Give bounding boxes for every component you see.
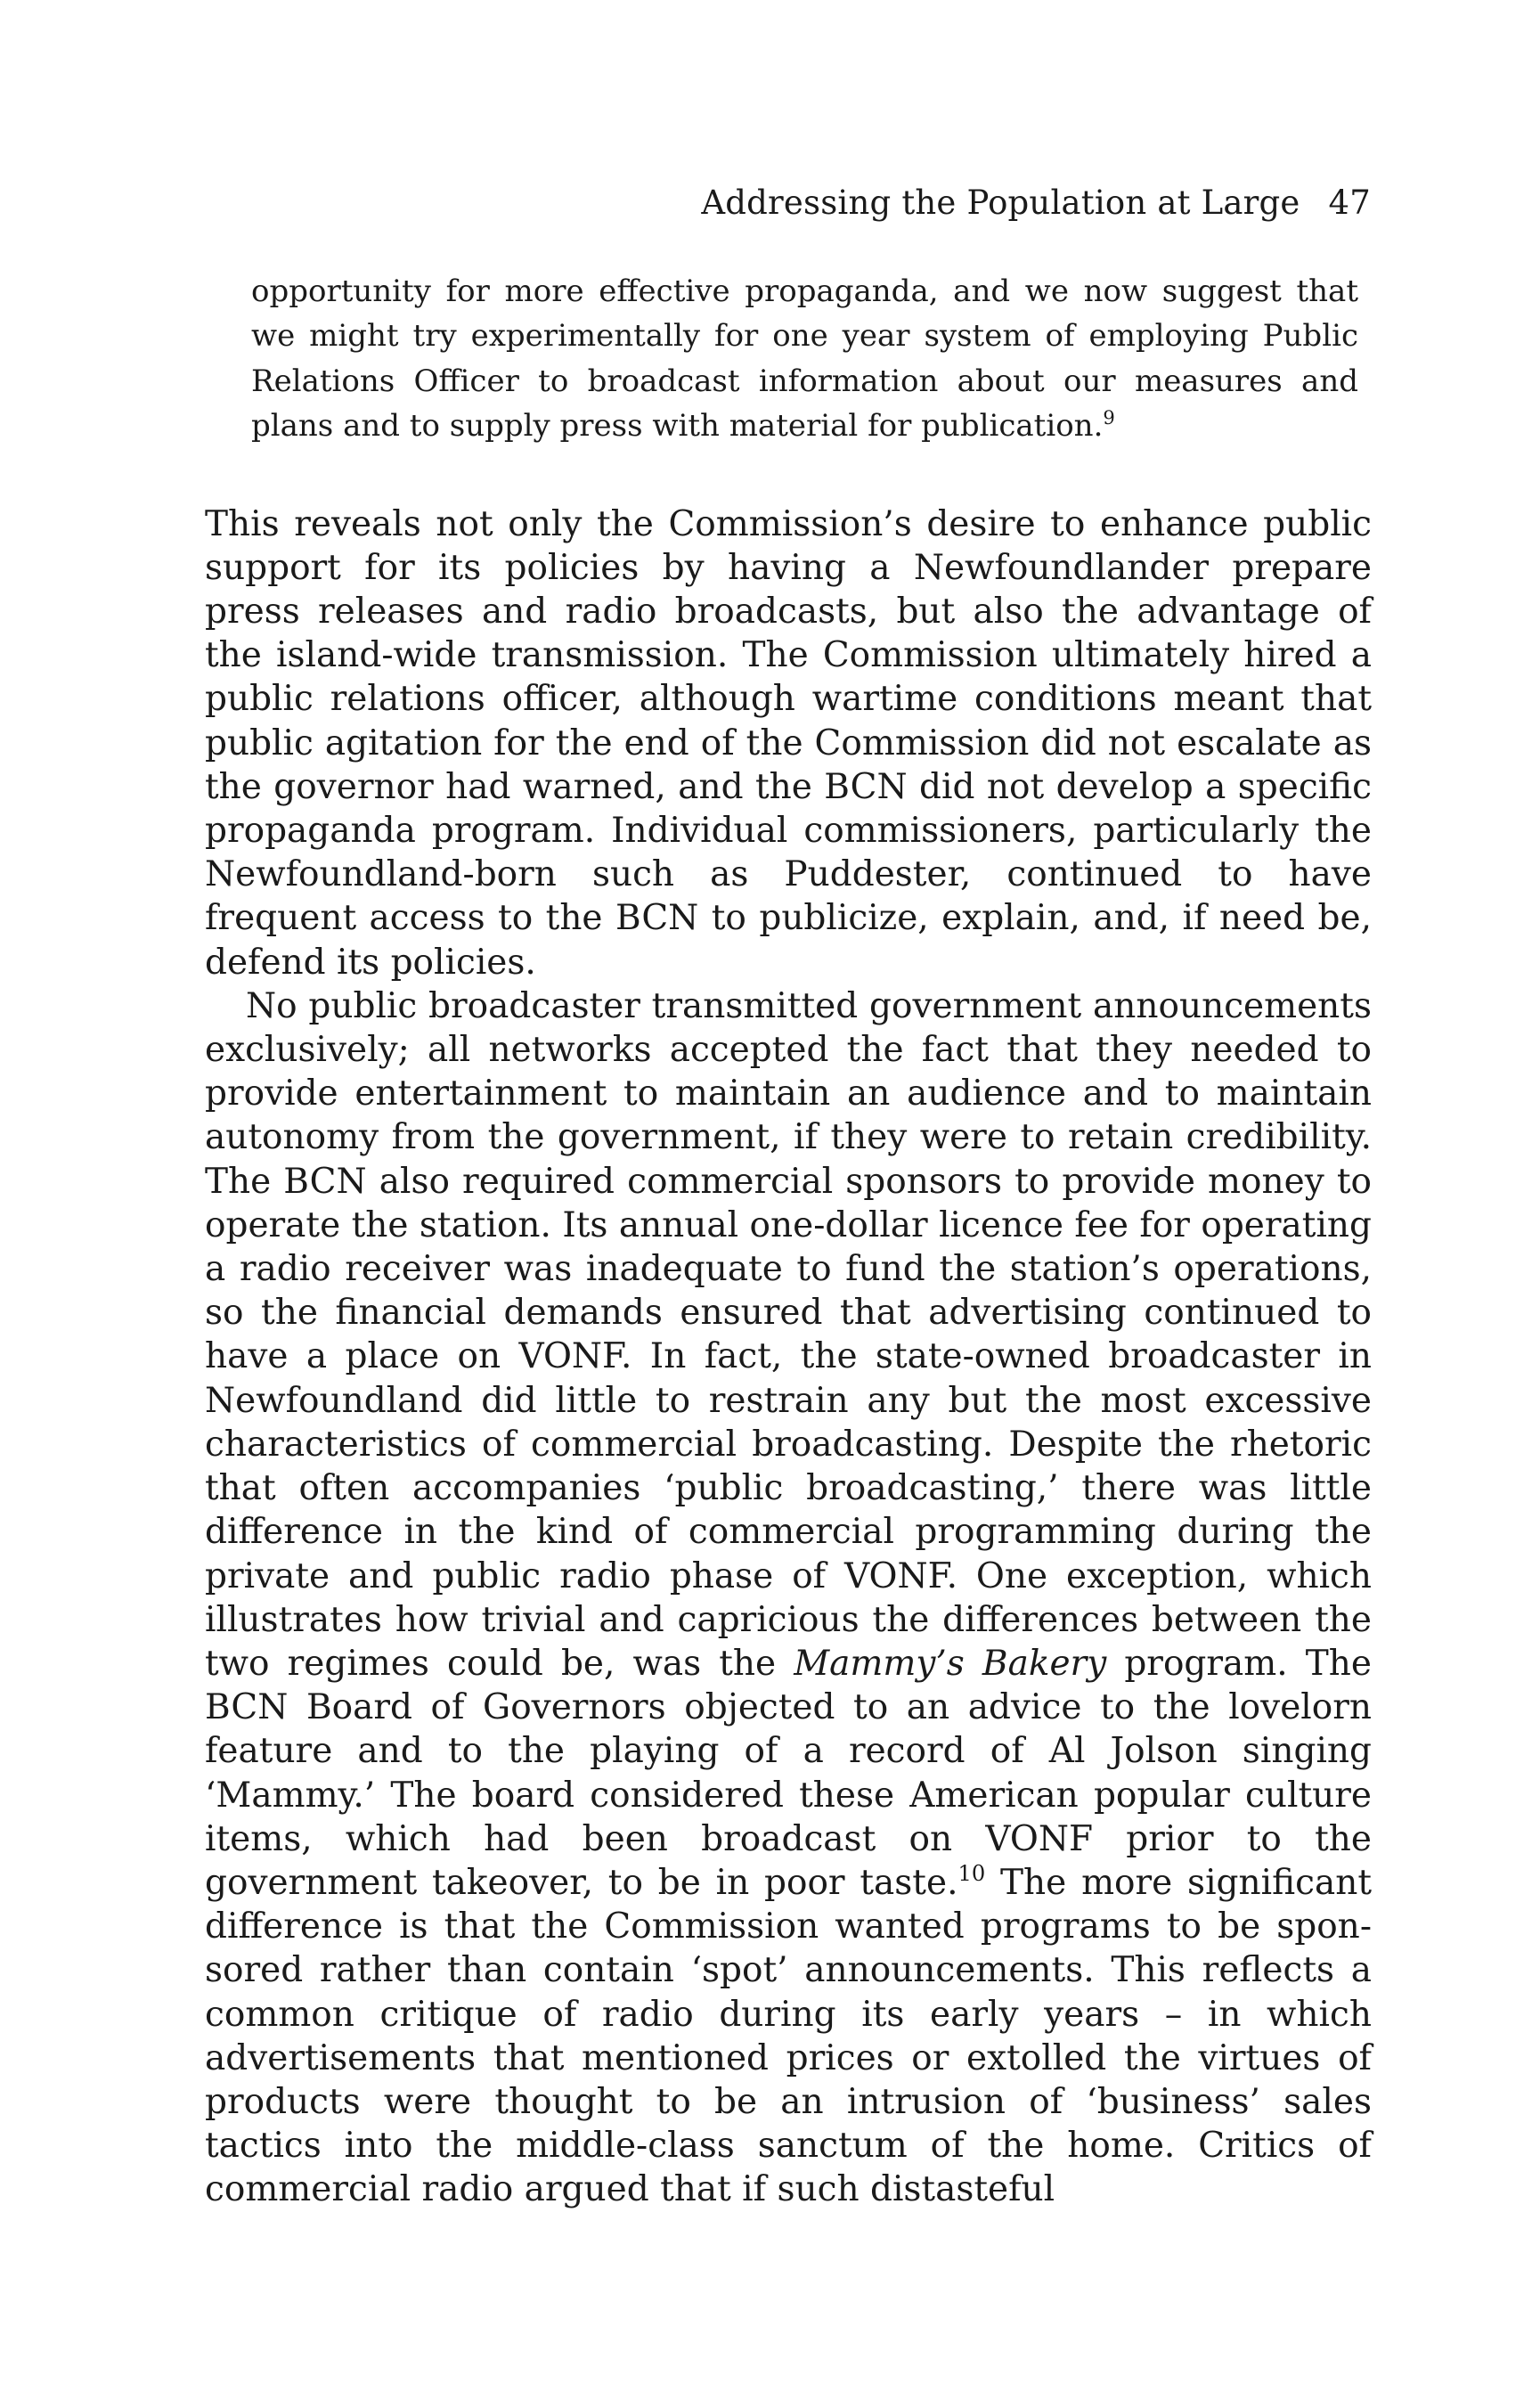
paragraph-1 [205, 502, 1372, 984]
program-title: Mammy’s Bakery [794, 1643, 1107, 1684]
page-number: 47 [1328, 184, 1371, 222]
footnote-ref-10: 10 [957, 1860, 986, 1886]
running-head [701, 184, 1371, 222]
paragraph-2-part-2: program. The BCN Board of Governors objected to an advice to the lovelorn feature and to the playing of a record of Al Jolson singing ‘Mammy.’ The board considered these American popular culture items, which had been broadcast on VONF prior to the government takeover, to be in poor taste. [205, 1643, 1372, 1903]
footnote-ref-9: 9 [1103, 405, 1115, 429]
page-body [205, 269, 1372, 2212]
paragraph-2-part-3: The more significant difference is that the Commission wanted programs to be sponsored rather than contain ‘spot’ announcements. This reflects a common critique of radio during its early years – in which advertisements that mentioned prices or extolled the virtues of products were thought to be an intrusion of ‘business’ sales tactics into the middle-class sanctum of the home. Critics of commercial radio argued that if such distasteful [205, 1862, 1372, 2210]
paragraph-1-text: This reveals not only the Commission’s desire to enhance public support for its policies by having a Newfoundlander prepare press releases and radio broadcasts, but also the advantage of the island-wide transmission. The Commission ultimately hired a public relations officer, although wartime conditions meant that public agitation for the end of the Commission did not escalate as the governor had warned, and the BCN did not develop a specific propaganda program. Individual commissioners, particularly the Newfoundland-born such as Puddester, continued to have frequent access to the BCN to publicize, explain, and, if need be, defend its policies. [205, 503, 1372, 983]
running-head-title: Addressing the Population at Large [701, 184, 1300, 222]
paragraph-2 [205, 984, 1372, 2212]
block-quote-text: opportunity for more effective propaganda, and we now suggest that we might try experimentally for one year system of employing Public Relations Officer to broadcast information about our measures and plans and to supply press with material for publication. [251, 273, 1358, 445]
paragraph-2-part-1: No public broadcaster transmitted government announcements exclusively; all networks accepted the fact that they needed to provide entertainment to maintain an audience and to maintain autonomy from the government, if they were to retain credibility. The BCN also required commercial sponsors to provide money to operate the station. Its annual one-dollar licence fee for operating a radio receiver was inadequate to fund the station’s operations, so the financial demands ensured that advertising continued to have a place on VONF. In fact, the state-owned broadcaster in Newfoundland did little to restrain any but the most excessive characteristics of commercial broadcasting. Despite the rhetoric that often accompanies ‘public broadcasting,’ there was little difference in the kind of commercial programming during the private and public radio phase of VONF. One exception, which illustrates how trivial and capricious the differences between the two regimes could be, was the [205, 985, 1372, 1684]
block-quote [251, 269, 1358, 449]
